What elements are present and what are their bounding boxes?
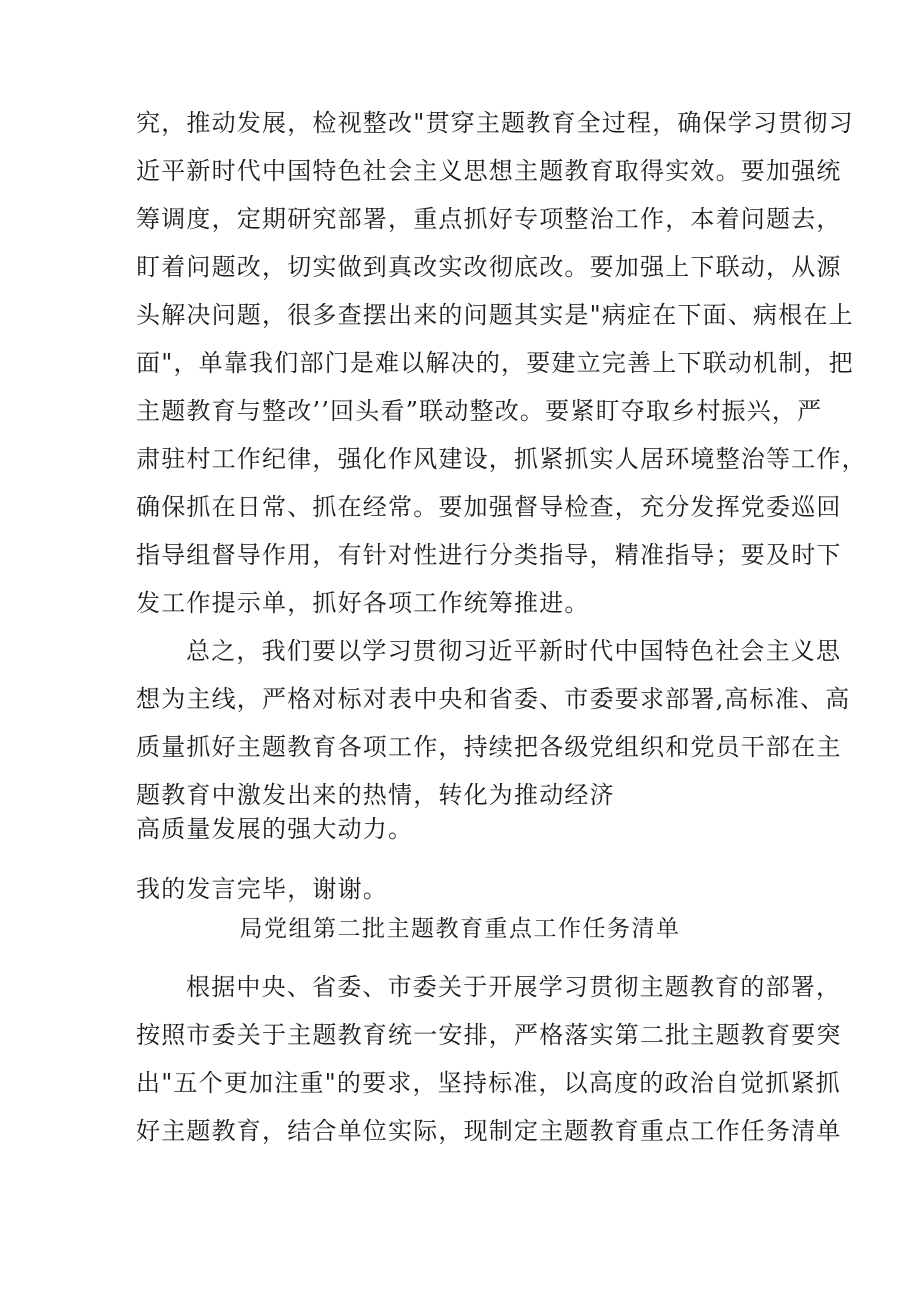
paragraph2-line-3: 质量抓好主题教育各项工作，持续把各级党组织和党员干部在主 <box>136 733 842 761</box>
closing-remark: 我的发言完毕，谢谢。 <box>136 875 388 903</box>
paragraph1-line-9: 确保抓在日常、抓在经常。要加强督导检查，充分发挥党委巡回 <box>136 493 842 521</box>
paragraph1-line-7: 主题教育与整改’’回头看”联动整改。要紧盯夺取乡村振兴，严 <box>136 397 823 425</box>
paragraph1-line-10: 指导组督导作用，有针对性进行分类指导，精准指导；要及时下 <box>136 541 842 569</box>
paragraph1-line-8: 肃驻村工作纪律，强化作风建设，抓紧抓实人居环境整治等工作， <box>136 445 867 473</box>
paragraph1-line-11: 发工作提示单，抓好各项工作统筹推进。 <box>136 589 590 617</box>
paragraph3-line-4: 好主题教育，结合单位实际，现制定主题教育重点工作任务清单 <box>136 1117 842 1145</box>
paragraph1-line-1: 究，推动发展，检视整改"贯穿主题教育全过程，确保学习贯彻习 <box>136 109 854 137</box>
paragraph3-line-1: 根据中央、省委、市委关于开展学习贯彻主题教育的部署， <box>186 973 842 1001</box>
paragraph1-line-5: 头解决问题，很多查摆出来的问题其实是"病症在下面、病根在上 <box>136 301 854 329</box>
paragraph3-line-2: 按照市委关于主题教育统一安排，严格落实第二批主题教育要突 <box>136 1021 842 1049</box>
paragraph2-line-1: 总之，我们要以学习贯彻习近平新时代中国特色社会主义思 <box>186 637 842 665</box>
paragraph1-line-2: 近平新时代中国特色社会主义思想主题教育取得实效。要加强统 <box>136 157 842 185</box>
paragraph1-line-3: 筹调度，定期研究部署，重点抓好专项整治工作，本着问题去， <box>136 205 842 233</box>
paragraph1-line-4: 盯着问题改，切实做到真改实改彻底改。要加强上下联动，从源 <box>136 253 842 281</box>
paragraph2-line-5: 高质量发展的强大动力。 <box>136 815 414 843</box>
paragraph1-line-6: 面"，单靠我们部门是难以解决的，要建立完善上下联动机制，把 <box>136 349 854 377</box>
paragraph2-line-2: 想为主线，严格对标对表中央和省委、市委要求部署,高标准、高 <box>136 685 851 713</box>
paragraph3-line-3: 出"五个更加注重"的要求，坚持标准，以高度的政治自觉抓紧抓 <box>136 1069 841 1097</box>
section-title: 局党组第二批主题教育重点工作任务清单 <box>239 916 681 942</box>
paragraph2-line-4: 题教育中激发出来的热情，转化为推动经济 <box>136 781 615 809</box>
